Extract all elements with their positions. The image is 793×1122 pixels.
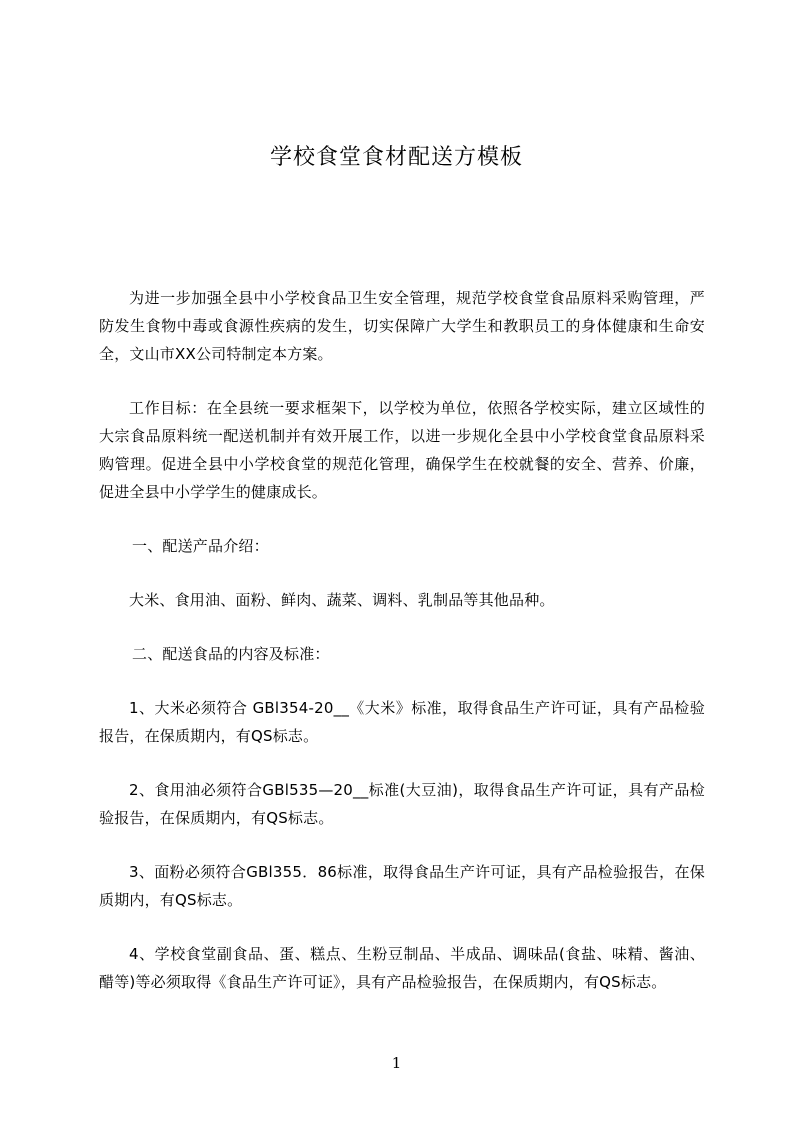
paragraph-product-list: 大米、食用油、面粉、鲜肉、蔬菜、调料、乳制品等其他品种。 [129,591,555,609]
section-heading-products: 一、配送产品介绍： [132,537,269,555]
document-title: 学校食堂食材配送方模板 [269,145,523,170]
document-body [99,284,705,1022]
paragraph-goal: 工作目标：在全县统一要求框架下，以学校为单位，依照各学校实际，建立区域性的大宗食品原料统一配送机制并有效开展工作，以进一步规化全县中小学校食堂食品原料采购管理。促进全县中小学校食堂的规范化管理，确保学生在校就餐的安全、营养、价廉，促进全县中小学学生的健康成长。 [99,399,705,501]
page-number: 1 [391,1054,402,1072]
paragraph-intro: 为进一步加强全县中小学校食品卫生安全管理，规范学校食堂食品原料采购管理，严防发生食物中毒或食源性疾病的发生，切实保障广大学生和教职员工的身体健康和生命安全，文山市XX公司特制定本方案。 [99,289,705,363]
list-item-rice: 1、大米必须符合 GBl354-20__《大米》标准，取得食品生产许可证，具有产品检验报告，在保质期内，有QS标志。 [99,699,705,745]
list-item-side-foods: 4、学校食堂副食品、蛋、糕点、生粉豆制品、半成品、调味品(食盐、味精、酱油、醋等)等必须取得《食品生产许可证》，具有产品检验报告，在保质期内，有QS标志。 [99,945,705,991]
section-heading-standards: 二、配送食品的内容及标准： [132,645,330,663]
list-item-oil: 2、食用油必须符合GBl535—20__标准(大豆油)，取得食品生产许可证，具有产品检验报告，在保质期内，有QS标志。 [99,781,705,827]
list-item-flour: 3、面粉必须符合GBl355．86标准，取得食品生产许可证，具有产品检验报告，在保质期内，有QS标志。 [99,863,705,909]
